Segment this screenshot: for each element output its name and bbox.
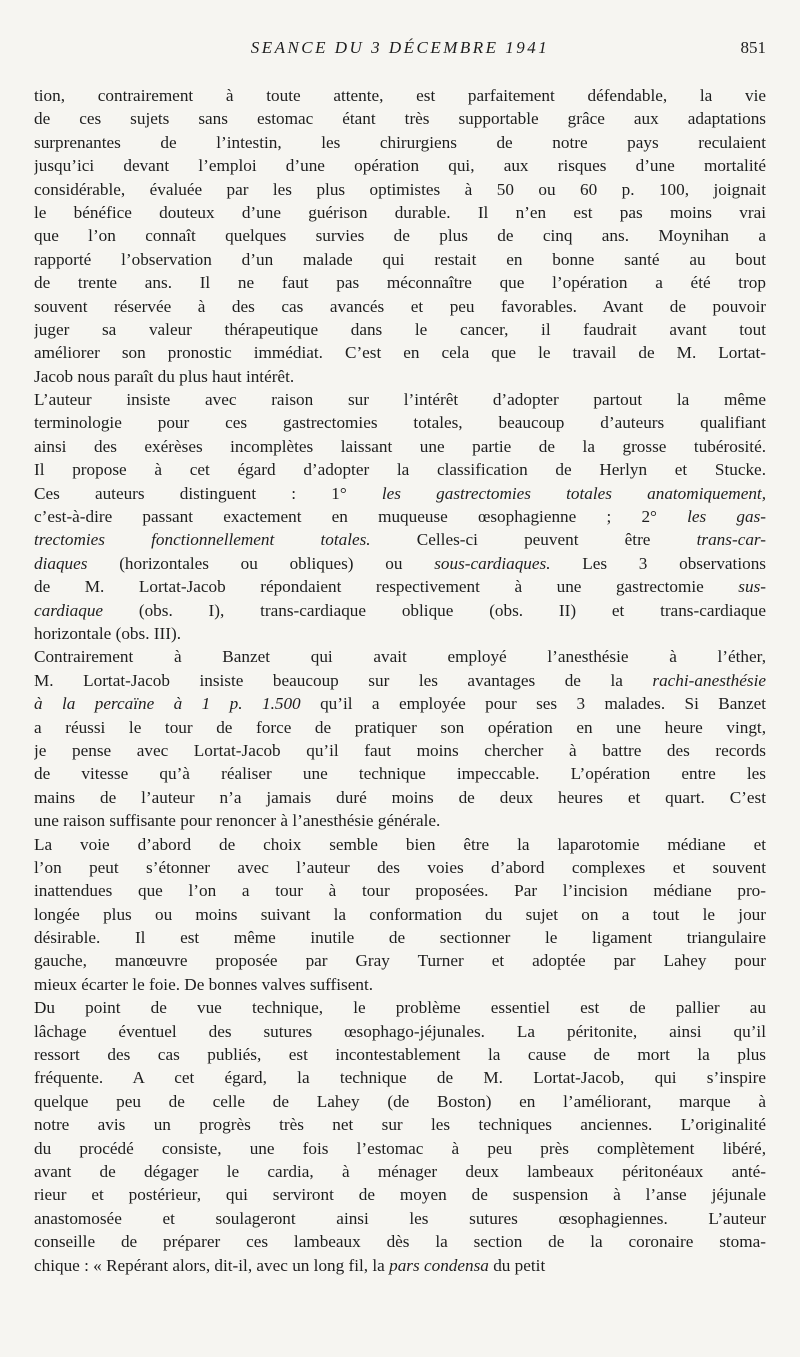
body-text [34,84,766,1277]
text-segment: désirable. Il est même inutile de sectionner le ligament triangulaire [34,928,766,948]
text-line [34,739,766,762]
text-segment: du petit [488,1255,546,1275]
text-line [34,178,766,201]
text-line [34,107,766,130]
text-segment: Contrairement à Banzet qui avait employé l’anesthésie à l’éther, [34,647,766,667]
text-line [34,528,766,551]
text-line [34,599,766,622]
text-segment: quelque peu de celle de Lahey (de Boston) en l’améliorant, marque à [34,1091,766,1111]
text-line [34,692,766,715]
text-segment: (horizontales ou obliques) ou [87,553,435,573]
text-segment: ressort des cas publiés, est incontestablement la cause de mort la plus [34,1045,766,1065]
text-segment: tion, contrairement à toute attente, est parfaitement défendable, la vie [34,86,766,105]
text-line [34,1113,766,1136]
text-segment: considérable, évaluée par les plus optimistes à 50 ou 60 p. 100, joignait [34,179,766,199]
italic-text-segment: sous-cardiaques. [434,553,551,573]
running-title: SEANCE DU 3 DÉCEMBRE 1941 [250,38,550,57]
text-line [34,1160,766,1183]
text-line [34,879,766,902]
text-line [34,365,766,388]
text-segment: avant de dégager le cardia, à ménager deux lambeaux péritonéaux anté- [34,1161,766,1181]
text-segment: mains de l’auteur n’a jamais duré moins de deux heures et quart. C’est [34,787,766,807]
text-line [34,856,766,879]
text-line [34,575,766,598]
italic-text-segment: rachi-anesthésie [652,670,766,690]
text-line [34,84,766,107]
text-segment: Les 3 observations [550,553,766,573]
text-line [34,131,766,154]
text-segment: c’est-à-dire passant exactement en muqueuse œsophagienne ; 2° [34,507,688,527]
text-segment: du procédé consiste, une fois l’estomac à peu près complètement libéré, [34,1138,766,1158]
text-segment: surprenantes de l’intestin, les chirurgiens de notre pays reculaient [34,132,766,152]
text-segment: anastomosée et soulageront ainsi les sutures œsophagiennes. L’auteur [34,1208,766,1228]
text-line [34,1183,766,1206]
text-segment: mieux écarter le foie. De bonnes valves suffisent. [34,974,374,994]
page-number: 851 [740,38,766,57]
text-segment: terminologie pour ces gastrectomies totales, beaucoup d’auteurs qualifiant [34,413,766,433]
text-segment: Jacob nous paraît du plus haut intérêt. [34,366,295,386]
text-segment: juger sa valeur thérapeutique dans le cancer, il faudrait avant tout [34,319,766,339]
text-segment: a réussi le tour de force de pratiquer son opération en une heure vingt, [34,717,766,737]
text-segment: je pense avec Lortat-Jacob qu’il faut moins chercher à battre des records [34,740,766,760]
text-line [34,833,766,856]
text-segment: Celles-ci peuvent être [370,530,697,550]
text-segment: de trente ans. Il ne faut pas méconnaître que l’opération a été trop [34,273,766,293]
text-segment: qu’il a employée pour ses 3 malades. Si Banzet [300,694,766,714]
text-line [34,1043,766,1066]
text-line [34,1254,766,1277]
text-segment: La voie d’abord de choix semble bien être la laparotomie médiane et [34,834,766,854]
text-segment: longée plus ou moins suivant la conformation du sujet on a tout le jour [34,904,766,924]
text-line [34,388,766,411]
italic-text-segment: sus- [738,577,766,597]
text-line [34,318,766,341]
text-segment: M. Lortat-Jacob insiste beaucoup sur les avantages de la [34,670,653,690]
text-segment: Ces auteurs distinguent : 1° [34,483,382,503]
text-line [34,809,766,832]
text-line [34,552,766,575]
text-line [34,716,766,739]
text-line [34,341,766,364]
text-line [34,1020,766,1043]
text-segment: lâchage éventuel des sutures œsophago-jéjunales. La péritonite, ainsi qu’il [34,1021,766,1041]
text-segment: horizontale (obs. III). [34,623,181,643]
text-line [34,1066,766,1089]
text-segment: gauche, manœuvre proposée par Gray Turner et adoptée par Lahey pour [34,951,766,971]
text-segment: l’on peut s’étonner avec l’auteur des voies d’abord complexes et souvent [34,857,766,877]
text-line [34,996,766,1019]
text-segment: le bénéfice douteux d’une guérison durable. Il n’en est pas moins vrai [34,202,766,222]
italic-text-segment: diaques [34,553,88,573]
text-segment: chique : « Repérant alors, dit-il, avec un long fil, la [34,1255,390,1275]
text-segment: de M. Lortat-Jacob répondaient respectivement à une gastrectomie [34,577,739,597]
text-line [34,762,766,785]
text-line [34,973,766,996]
text-line [34,482,766,505]
italic-text-segment: trans-car- [696,530,766,550]
text-segment: L’auteur insiste avec raison sur l’intérêt d’adopter partout la même [34,390,766,410]
italic-text-segment: à la percaïne à 1 p. 1.500 [34,694,301,714]
text-segment: une raison suffisante pour renoncer à l’anesthésie générale. [34,811,441,831]
italic-text-segment: les gastrectomies totales anatomiquement, [381,483,766,503]
text-line [34,154,766,177]
text-line [34,295,766,318]
text-segment: ainsi des exérèses incomplètes laissant une partie de la grosse tubérosité. [34,436,766,456]
italic-text-segment: pars condensa [389,1255,489,1275]
italic-text-segment: cardiaque [34,600,104,620]
text-segment: Il propose à cet égard d’adopter la classification de Herlyn et Stucke. [34,460,766,480]
text-segment: améliorer son pronostic immédiat. C’est en cela que le travail de M. Lortat- [34,343,766,363]
text-line [34,201,766,224]
text-segment: que l’on connaît quelques survies de plus de cinq ans. Moynihan a [34,226,766,246]
text-line [34,926,766,949]
text-line [34,435,766,458]
text-line [34,248,766,271]
running-header [0,36,800,62]
text-line [34,458,766,481]
text-line [34,645,766,668]
text-line [34,669,766,692]
text-segment: de ces sujets sans estomac étant très supportable grâce aux adaptations [34,109,766,129]
italic-text-segment: les gas- [687,507,766,527]
text-segment: notre avis un progrès très net sur les techniques anciennes. L’originalité [34,1115,766,1135]
text-segment: jusqu’ici devant l’emploi d’une opération qui, aux risques d’une mortalité [34,156,766,176]
text-segment: conseille de préparer ces lambeaux dès la section de la coronaire stoma- [34,1232,766,1252]
text-line [34,949,766,972]
text-line [34,1137,766,1160]
text-segment: rapporté l’observation d’un malade qui restait en bonne santé au bout [34,249,766,269]
text-line [34,411,766,434]
text-line [34,505,766,528]
text-line [34,903,766,926]
text-segment: (obs. I), trans-cardiaque oblique (obs. II) et trans-cardiaque [103,600,766,620]
text-line [34,622,766,645]
text-segment: inattendues que l’on a tour à tour proposées. Par l’incision médiane pro- [34,881,766,901]
text-line [34,786,766,809]
text-line [34,224,766,247]
text-segment: Du point de vue technique, le problème essentiel est de pallier au [34,998,766,1018]
text-line [34,1230,766,1253]
text-segment: de vitesse qu’à réaliser une technique impeccable. L’opération entre les [34,764,766,784]
text-line [34,1207,766,1230]
text-line [34,1090,766,1113]
text-line [34,271,766,294]
text-segment: rieur et postérieur, qui serviront de moyen de suspension à l’anse jéjunale [34,1185,766,1205]
italic-text-segment: trectomies fonctionnellement totales. [34,530,371,550]
text-segment: fréquente. A cet égard, la technique de M. Lortat-Jacob, qui s’inspire [34,1068,766,1088]
text-segment: souvent réservée à des cas avancés et peu favorables. Avant de pouvoir [34,296,766,316]
